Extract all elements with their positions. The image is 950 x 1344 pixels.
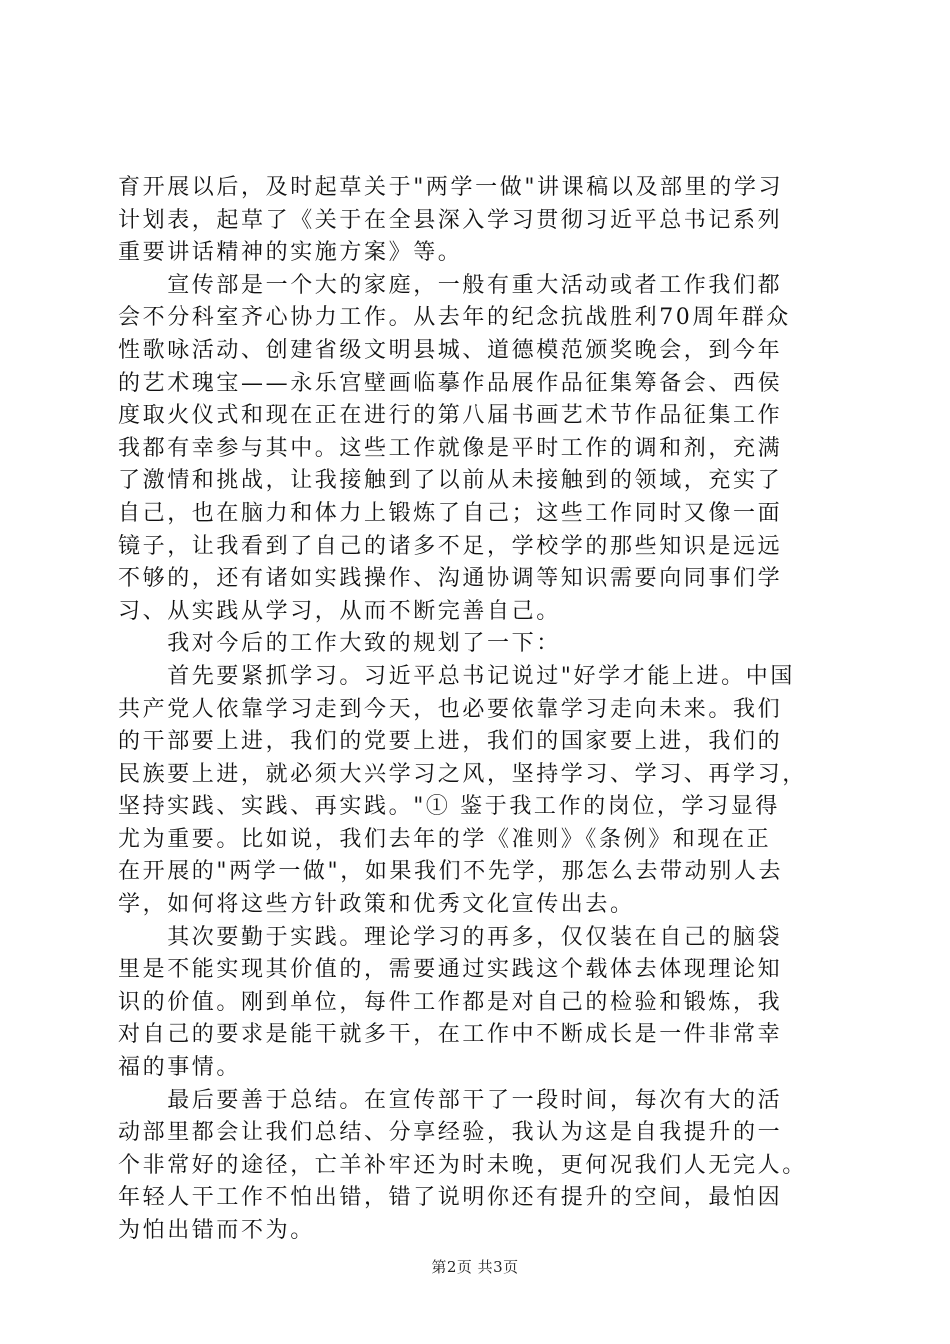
- text-line: 对自己的要求是能干就多干，在工作中不断成长是一件非常幸: [118, 1022, 783, 1048]
- text-line: 民族要上进，就必须大兴学习之风，坚持学习、学习、再学习，: [118, 761, 807, 787]
- text-line: 度取火仪式和现在正在进行的第八届书画艺术节作品征集工作: [118, 403, 783, 429]
- text-line: 了激情和挑战，让我接触到了以前从未接触到的领域，充实了: [118, 468, 783, 494]
- text-line: 共产党人依靠学习走到今天，也必要依靠学习走向未来。我们: [118, 696, 783, 722]
- text-line: 为怕出错而不为。: [118, 1218, 315, 1243]
- text-line: 我对今后的工作大致的规划了一下：: [118, 631, 561, 657]
- text-line: 学，如何将这些方针政策和优秀文化宣传出去。: [118, 892, 635, 918]
- text-line: 育开展以后，及时起草关于"两学一做"讲课稿以及部里的学习: [118, 175, 784, 200]
- text-line: 首先要紧抓学习。习近平总书记说过"好学才能上进。中国: [118, 663, 795, 689]
- text-line: 其次要勤于实践。理论学习的再多，仅仅装在自己的脑袋: [118, 924, 783, 950]
- text-line: 计划表，起草了《关于在全县深入学习贯彻习近平总书记系列: [118, 207, 783, 233]
- text-line: 动部里都会让我们总结、分享经验，我认为这是自我提升的一: [118, 1120, 783, 1146]
- text-line: 不够的，还有诸如实践操作、沟通协调等知识需要向同事们学: [118, 566, 783, 592]
- text-line: 习、从实践从学习，从而不断完善自己。: [118, 598, 561, 624]
- text-line: 尤为重要。比如说，我们去年的学《准则》《条例》和现在正: [118, 826, 772, 852]
- text-line: 的干部要上进，我们的党要上进，我们的国家要上进，我们的: [118, 729, 783, 755]
- text-line: 性歌咏活动、创建省级文明县城、道德模范颁奖晚会，到今年: [118, 337, 783, 363]
- text-line: 最后要善于总结。在宣传部干了一段时间，每次有大的活: [118, 1087, 783, 1113]
- page-footer: 第2页 共3页: [431, 1258, 519, 1276]
- text-line: 里是不能实现其价值的，需要通过实践这个载体去体现理论知: [118, 957, 783, 983]
- text-line: 镜子，让我看到了自己的诸多不足，学校学的那些知识是远远: [118, 533, 783, 559]
- text-line: 识的价值。刚到单位，每件工作都是对自己的检验和锻炼，我: [118, 989, 783, 1015]
- text-line: 坚持实践、实践、再实践。"① 鉴于我工作的岗位，学习显得: [118, 794, 780, 820]
- text-line: 年轻人干工作不怕出错，错了说明你还有提升的空间，最怕因: [118, 1185, 783, 1211]
- text-line: 宣传部是一个大的家庭，一般有重大活动或者工作我们都: [118, 272, 783, 298]
- text-line: 我都有幸参与其中。这些工作就像是平时工作的调和剂，充满: [118, 435, 783, 461]
- text-line: 重要讲话精神的实施方案》等。: [118, 240, 463, 266]
- text-line: 个非常好的途径，亡羊补牢还为时未晚，更何况我们人无完人。: [118, 1152, 807, 1178]
- body-text: [118, 172, 834, 1248]
- text-line: 会不分科室齐心协力工作。从去年的纪念抗战胜利70周年群众: [118, 305, 791, 331]
- text-line: 在开展的"两学一做"，如果我们不先学，那怎么去带动别人去: [118, 859, 784, 885]
- text-line: 的艺术瑰宝——永乐宫壁画临摹作品展作品征集筹备会、西侯: [118, 370, 783, 396]
- text-line: 福的事情。: [118, 1055, 242, 1081]
- text-line: 自己，也在脑力和体力上锻炼了自己；这些工作同时又像一面: [118, 500, 783, 526]
